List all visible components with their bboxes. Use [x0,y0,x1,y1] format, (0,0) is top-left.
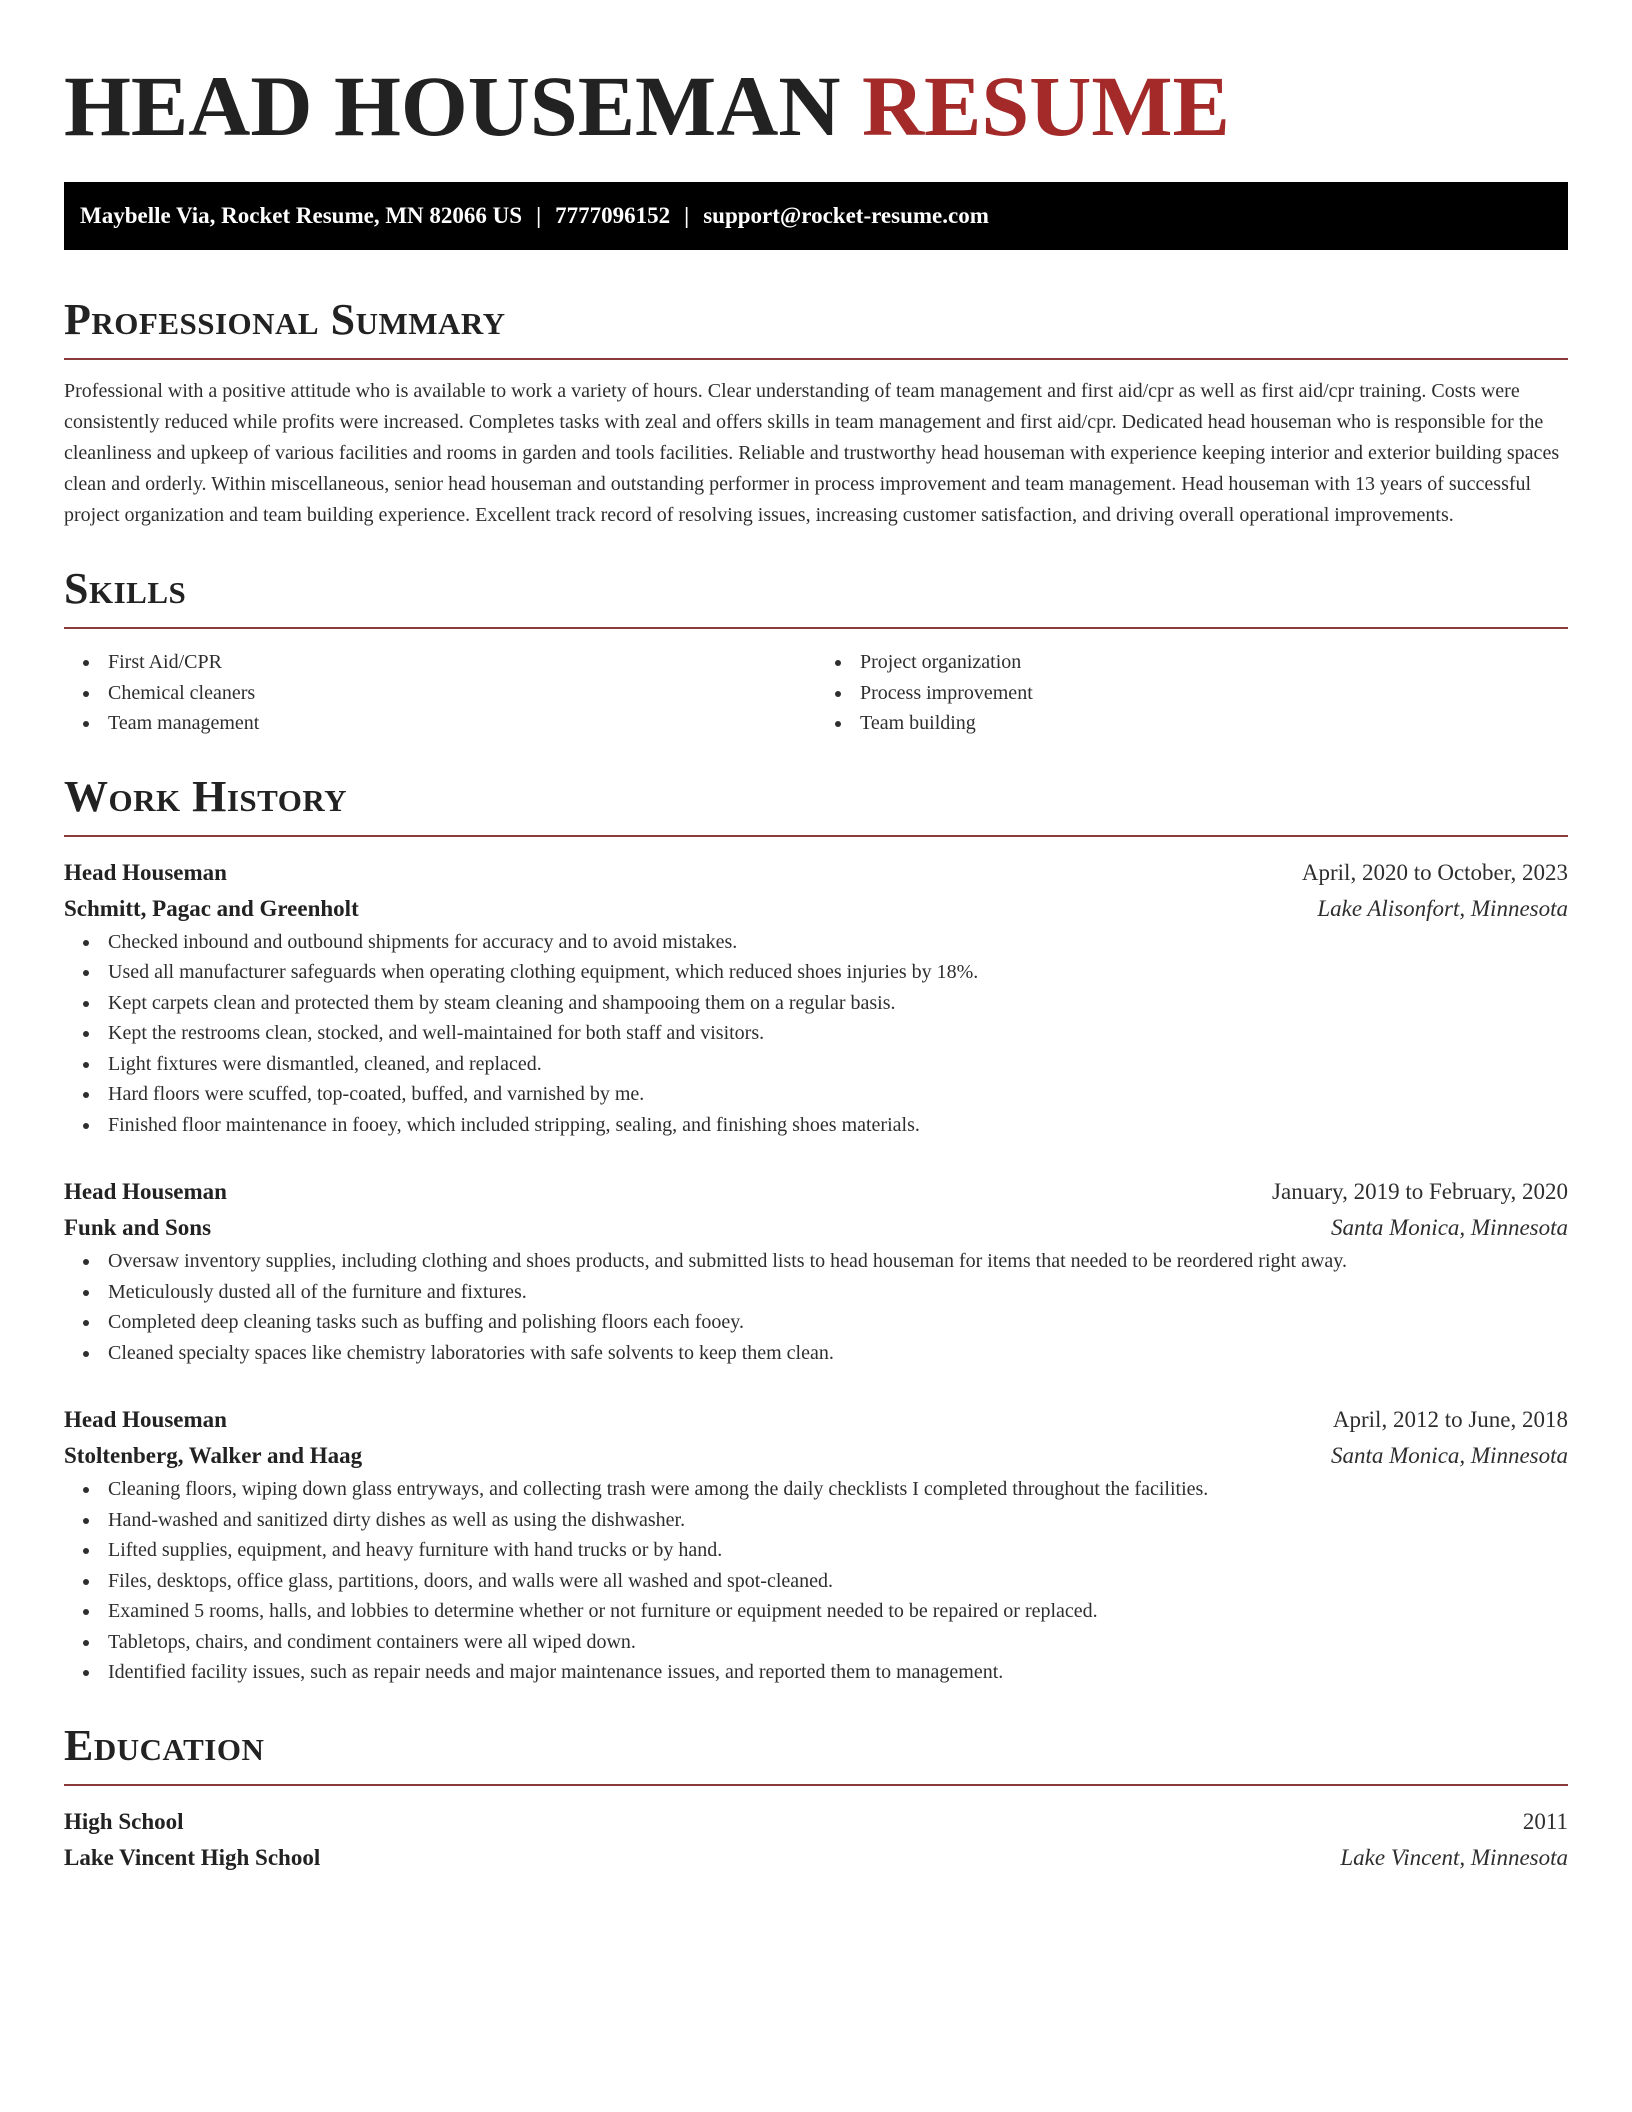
contact-email: support@rocket-resume.com [703,203,989,228]
skills-column-left [64,647,816,739]
contact-address: Maybelle Via, Rocket Resume, MN 82066 US [80,203,523,228]
education-location: Lake Vincent, Minnesota [1340,1844,1568,1870]
resume-title [64,56,1568,156]
job-company: Stoltenberg, Walker and Haag [64,1443,363,1468]
education-degree: High School [64,1808,184,1834]
job-bullet: Identified facility issues, such as repair needs and major maintenance issues, and reported them to management. [108,1657,1568,1688]
job-company: Schmitt, Pagac and Greenholt [64,895,359,921]
job-bullet: Checked inbound and outbound shipments for accuracy and to avoid mistakes. [108,927,1568,958]
job-dates: April, 2012 to June, 2018 [1332,1407,1568,1432]
contact-phone: 7777096152 [555,203,671,228]
summary-text: Professional with a positive attitude who is available to work a variety of hours. Clear understanding of team management and first aid/cpr as well as first aid/cpr training. Costs were consistently reduced while profits were increased. Completes tasks with zeal and offers skills in team management and first aid/cpr. Dedicated head houseman who is responsible for the cleanliness and upkeep of various facilities and rooms in garden and tools facilities. Reliable and trustworthy head houseman with experience keeping interior and exterior building spaces clean and orderly. Within miscellaneous, senior head houseman and outstanding performer in process improvement and team management. Head houseman with 13 years of successful project organization and team building experience. Excellent track record of resolving issues, increasing customer satisfaction, and driving overall operational improvements. [64,380,1560,526]
skill-item: Team management [108,708,816,739]
job-location: Santa Monica, Minnesota [1331,1215,1568,1240]
job-bullet: Cleaning floors, wiping down glass entryways, and collecting trash were among the daily checklists I completed throughout the facilities. [108,1474,1568,1505]
title-main: HEAD HOUSEMAN [64,58,841,154]
section-divider [64,627,1568,629]
job-title: Head Houseman [64,1407,227,1432]
job-bullet: Kept carpets clean and protected them by steam cleaning and shampooing them on a regular basis. [108,988,1568,1019]
section-divider [64,358,1568,360]
job-bullet: Files, desktops, office glass, partitions, doors, and walls were all washed and spot-cleaned. [108,1566,1568,1597]
job-bullet: Hard floors were scuffed, top-coated, buffed, and varnished by me. [108,1079,1568,1110]
job-bullets [64,1246,1568,1368]
job-bullet: Light fixtures were dismantled, cleaned, and replaced. [108,1049,1568,1080]
skills-section [64,561,1568,739]
job-bullet: Oversaw inventory supplies, including clothing and shoes products, and submitted lists to head houseman for items that needed to be reordered right away. [108,1246,1568,1277]
job-title: Head Houseman [64,1179,227,1204]
job-bullet: Hand-washed and sanitized dirty dishes as well as using the dishwasher. [108,1505,1568,1536]
summary-section [64,292,1568,531]
job-entry [64,855,1568,1141]
job-bullets [64,1474,1568,1688]
skills-grid [64,647,1568,739]
education-year: 2011 [1522,1808,1568,1834]
section-divider [64,1784,1568,1786]
skills-heading: Skills [64,564,187,613]
education-entry [64,1804,1568,1876]
job-bullets [64,927,1568,1141]
job-bullet: Kept the restrooms clean, stocked, and well-maintained for both staff and visitors. [108,1018,1568,1049]
job-bullet: Cleaned specialty spaces like chemistry laboratories with safe solvents to keep them clean. [108,1338,1568,1369]
skills-column-right [816,647,1568,739]
job-bullet: Tabletops, chairs, and condiment containers were all wiped down. [108,1627,1568,1658]
skill-item: Project organization [860,647,1568,678]
education-section [64,1718,1568,1876]
contact-bar [64,182,1568,250]
job-bullet: Examined 5 rooms, halls, and lobbies to determine whether or not furniture or equipment needed to be repaired or replaced. [108,1596,1568,1627]
job-location: Lake Alisonfort, Minnesota [1317,895,1568,921]
title-accent: RESUME [861,58,1230,154]
education-heading: Education [64,1720,265,1770]
skill-item: Team building [860,708,1568,739]
skill-item: First Aid/CPR [108,647,816,678]
job-location: Santa Monica, Minnesota [1331,1443,1568,1468]
summary-heading: Professional Summary [64,295,506,344]
job-company: Funk and Sons [64,1215,212,1240]
work-history-section [64,769,1568,1688]
contact-separator: | [536,203,542,228]
skill-item: Process improvement [860,678,1568,709]
job-bullet: Completed deep cleaning tasks such as buffing and polishing floors each fooey. [108,1307,1568,1338]
job-bullet: Finished floor maintenance in fooey, which included stripping, sealing, and finishing shoes materials. [108,1110,1568,1141]
job-entry [64,1174,1568,1368]
job-dates: April, 2020 to October, 2023 [1301,859,1568,885]
job-bullet: Lifted supplies, equipment, and heavy furniture with hand trucks or by hand. [108,1535,1568,1566]
section-divider [64,835,1568,837]
job-title: Head Houseman [64,859,227,885]
contact-separator: | [684,203,690,228]
job-bullet: Used all manufacturer safeguards when operating clothing equipment, which reduced shoes injuries by 18%. [108,957,1568,988]
skill-item: Chemical cleaners [108,678,816,709]
job-bullet: Meticulously dusted all of the furniture and fixtures. [108,1277,1568,1308]
education-school: Lake Vincent High School [64,1844,321,1870]
job-entry [64,1402,1568,1688]
job-dates: January, 2019 to February, 2020 [1272,1179,1568,1204]
work-history-heading: Work History [64,771,348,821]
